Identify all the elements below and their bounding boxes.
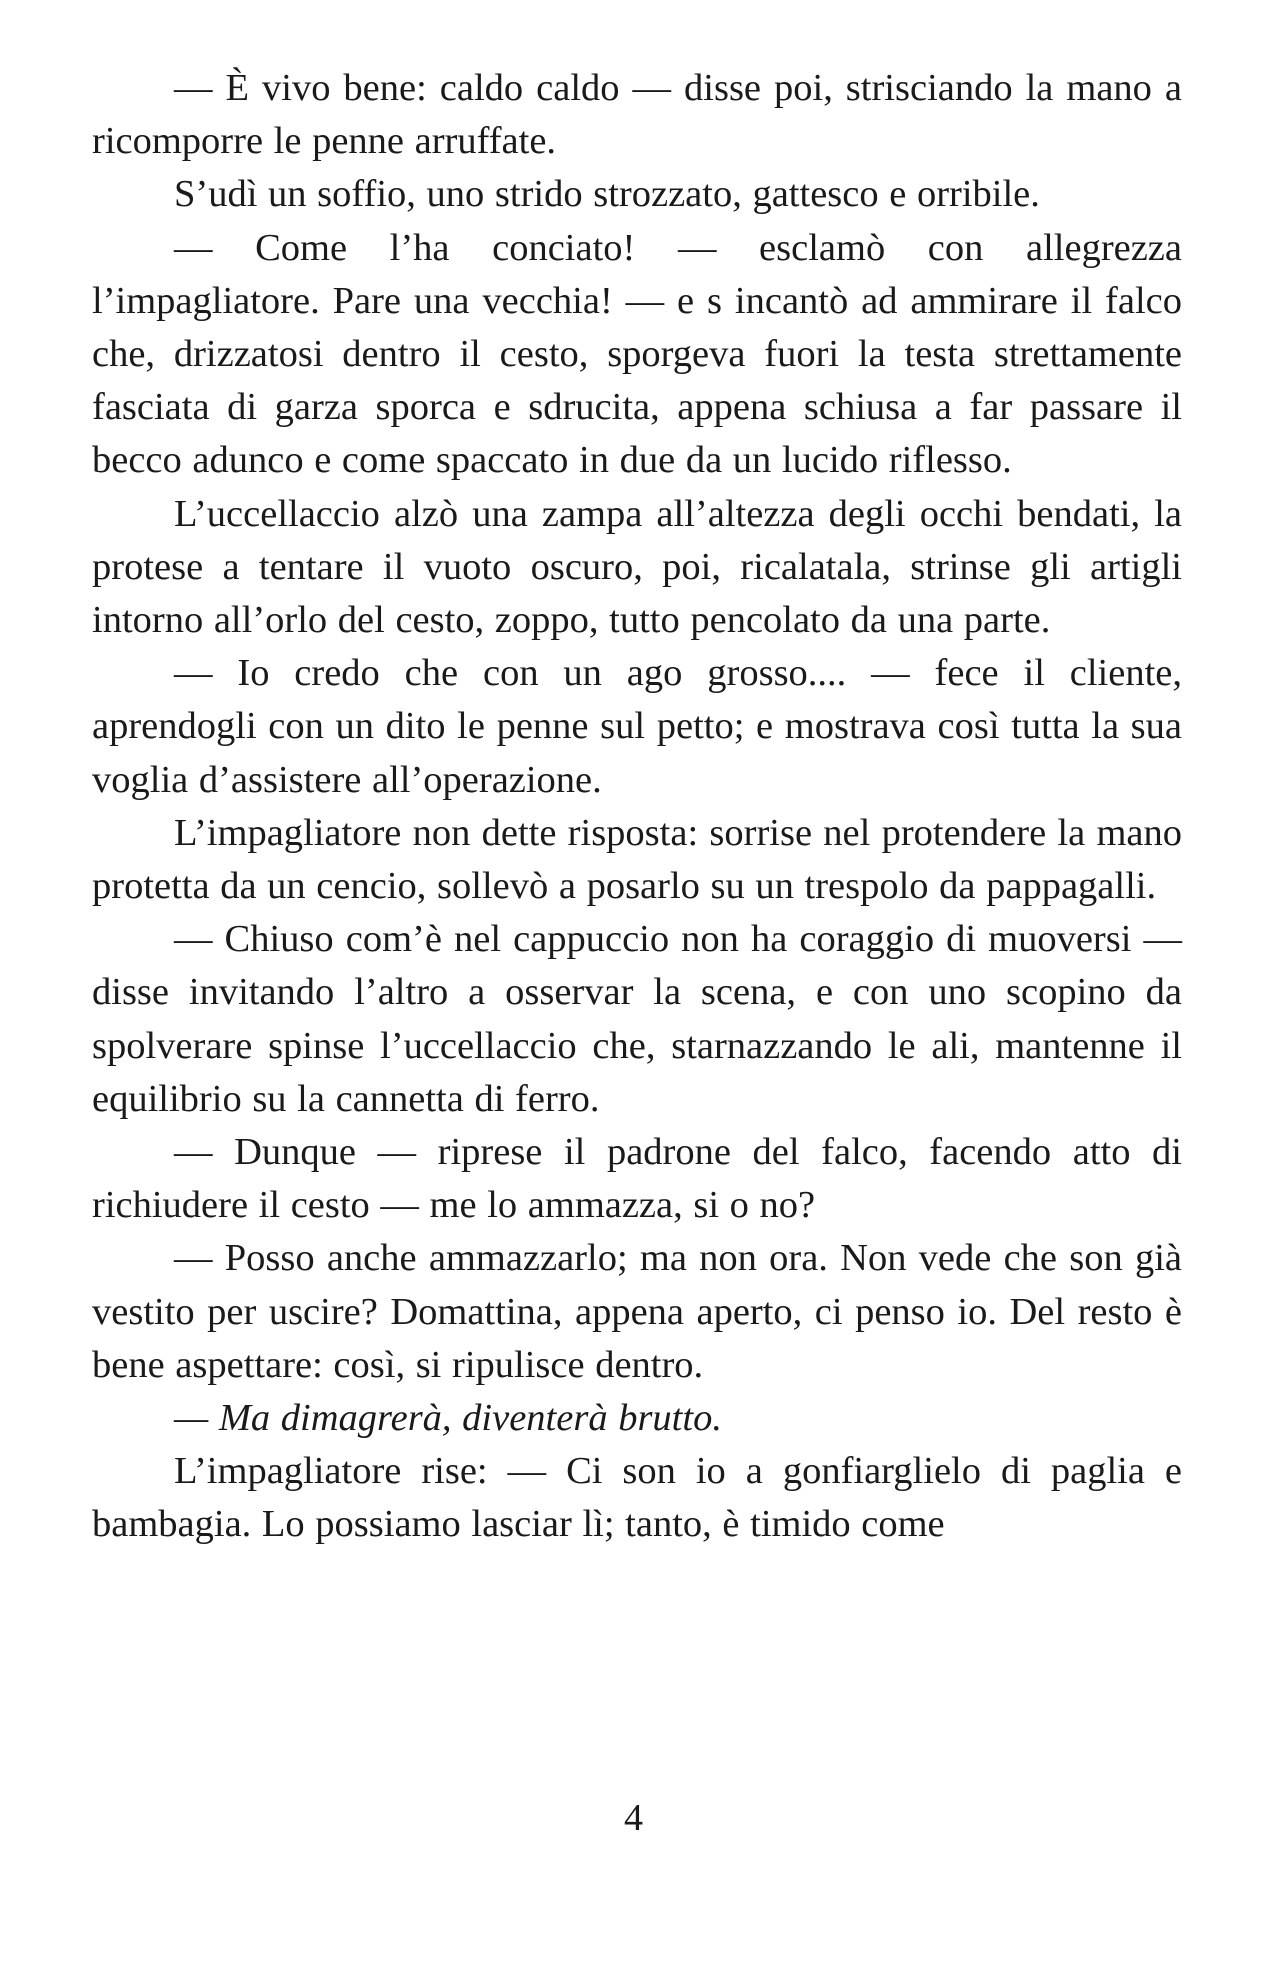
- paragraph: S’udì un soffio, uno strido strozzato, gattesco e orribile.: [174, 173, 1040, 216]
- paragraph: — Dunque — riprese il padrone del falco, facendo atto di richiudere il cesto — me lo ammazza, si o no?: [92, 1131, 1182, 1227]
- paragraph: — Posso anche ammazzarlo; ma non ora. Non vede che son già vestito per uscire? Domattina, appena aperto, ci penso io. Del resto è bene aspettare: così, si ripulisce dentro.: [92, 1237, 1182, 1386]
- paragraph: — Chiuso com’è nel cappuccio non ha coraggio di muoversi — disse invitando l’altro a osservar la scena, e con uno scopino da spolverare spinse l’uccellaccio che, starnazzando le ali, mantenne il equilibrio su la cannetta di ferro.: [92, 918, 1182, 1120]
- paragraph: — È vivo bene: caldo caldo — disse poi, strisciando la mano a ricomporre le penne arruffate.: [92, 67, 1182, 163]
- paragraph: L’impagliatore non dette risposta: sorrise nel protendere la mano protetta da un cencio, sollevò a posarlo su un trespolo da pappagalli.: [92, 811, 1182, 908]
- paragraph: L’uccellaccio alzò una zampa all’altezza degli occhi bendati, la protese a tentare il vuoto oscuro, poi, ricalatala, strinse gli artigli intorno all’orlo del cesto, zoppo, tutto pencolato da una parte.: [92, 492, 1182, 642]
- paragraph: — Ma dimagrerà, diventerà brutto.: [174, 1397, 722, 1440]
- paragraph: L’impagliatore rise: — Ci son io a gonfiarglielo di paglia e bambagia. Lo possiamo lasciar lì; tanto, è timido come: [92, 1450, 1182, 1546]
- page-body: [92, 62, 1182, 1552]
- page-number: 4: [624, 1797, 643, 1839]
- paragraph: — Come l’ha conciato! — esclamò con allegrezza l’impagliatore. Pare una vecchia! — e s incantò ad ammirare il falco che, drizzatosi dentro il cesto, sporgeva fuori la testa strettamente fasciata di garza sporca e sdrucita, appena schiusa a far passare il becco adunco e come spaccato in due da un lucido riflesso.: [92, 226, 1182, 482]
- paragraph: — Io credo che con un ago grosso.... — fece il cliente, aprendogli con un dito le penne sul petto; e mostrava così tutta la sua voglia d’assistere all’operazione.: [92, 652, 1182, 801]
